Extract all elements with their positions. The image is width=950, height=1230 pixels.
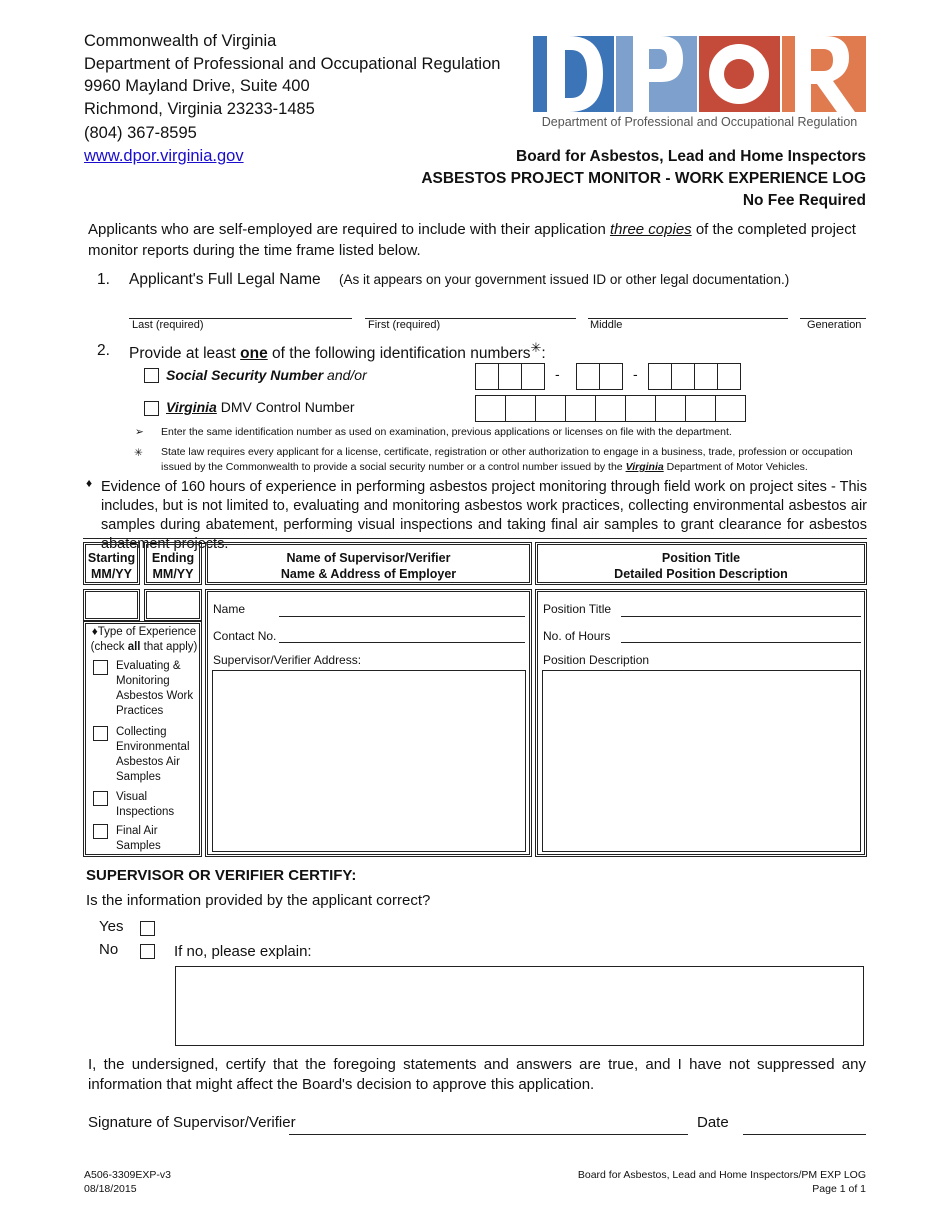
q1-label: Applicant's Full Legal Name [129,271,321,288]
position-description-textarea[interactable] [542,670,861,852]
position-title-label: Position Title [543,602,612,616]
ssn-dash-2: - [633,366,638,382]
type-heading [88,625,200,655]
first-name-label: First (required) [368,319,441,331]
q1-label-row [129,271,789,289]
col-ending-line2: MM/YY [152,567,194,581]
col-position-header [535,542,867,585]
certify-section-title: SUPERVISOR OR VERIFIER CERTIFY: [86,867,357,884]
intro-text-b: of the completed project monitor reports during the time frame listed below. [88,221,856,259]
supervisor-name-input[interactable] [279,616,525,617]
exp-final-air-checkbox[interactable] [93,824,108,839]
fee-notice: No Fee Required [742,192,866,209]
intro-text-a: Applicants who are self-employed are required to include with their application [88,221,610,238]
website-link[interactable]: www.dpor.virginia.gov [84,146,244,165]
form-title: ASBESTOS PROJECT MONITOR - WORK EXPERIENCE LOG [421,170,866,187]
explain-label: If no, please explain: [174,943,312,960]
ssn-group-1[interactable] [475,363,545,390]
footer-left [84,1168,171,1196]
col-supervisor-header [205,542,532,585]
address-line-4: Richmond, Virginia 23233-1485 [84,99,315,118]
dmv-label-bold: Virginia [166,399,217,415]
no-label: No [99,941,119,958]
col-position-line2: Detailed Position Description [614,567,788,581]
note2-text-a: State law requires every applicant for a license, certificate, registration or other authorization to engage in a business, trade, profession or occupation issued by the Commonwealth to provide a social security number or a control number issued by the [161,446,853,473]
page-number: Page 1 of 1 [812,1183,866,1195]
ssn-dash-1: - [555,366,560,382]
yes-checkbox[interactable] [140,921,155,936]
address-line-5: (804) 367-8595 [84,124,197,142]
table-top-rule [83,538,867,539]
signature-label: Signature of Supervisor/Verifier [88,1114,296,1131]
supervisor-name-label: Name [213,602,246,616]
col-position-line1: Position Title [661,551,741,565]
generation-label: Generation [807,319,862,331]
note1-text: Enter the same identification number as used on examination, previous applications or licenses on file with the department. [161,426,732,438]
ssn-label-row [166,367,367,383]
ssn-checkbox[interactable] [144,368,159,383]
q1-number: 1. [97,271,110,288]
form-date: 08/18/2015 [84,1183,137,1195]
intro-emphasis: three copies [609,221,692,238]
exp-evaluating-label: Evaluating & Monitoring Asbestos Work Practices [116,660,194,717]
col-supervisor-line2: Name & Address of Employer [280,567,457,581]
type-diamond-icon: ♦ [91,626,98,638]
yes-label: Yes [99,918,124,935]
position-title-input[interactable] [621,616,861,617]
type-sub-bold: all [127,641,141,653]
note2-asterisk-icon: ✳ [134,447,143,459]
explain-textarea[interactable] [175,966,864,1046]
q2-number: 2. [97,342,110,359]
col-starting-line2: MM/YY [91,567,132,581]
contact-label: Contact No. [213,629,277,643]
board-name: Board for Asbestos, Lead and Home Inspectors [516,148,866,165]
signature-line[interactable] [289,1134,688,1135]
footer-right [578,1168,866,1196]
exp-collecting-label: Collecting Environmental Asbestos Air Samples [116,726,190,783]
col-starting-line1: Starting [87,551,136,565]
hours-label: No. of Hours [543,629,611,643]
position-panel [535,589,867,857]
middle-name-label: Middle [590,319,623,331]
ssn-label: Social Security Number [166,367,324,383]
last-name-label: Last (required) [132,319,204,331]
supervisor-address-textarea[interactable] [212,670,526,852]
q2-label-bold: one [240,345,268,363]
q2-colon: : [541,345,546,363]
col-starting-header [83,542,140,585]
type-sub-a: (check [90,641,128,653]
contact-input[interactable] [279,642,525,643]
type-heading-text: Type of Experience [97,626,197,638]
address-line-1: Commonwealth of Virginia [84,32,277,50]
q2-label-a: Provide at least [129,345,241,363]
ssn-suffix: and/or [323,367,367,383]
dmv-checkbox[interactable] [144,401,159,416]
certification-statement: I, the undersigned, certify that the foregoing statements and answers are true, and I have not suppressed any information that might affect the Board's decision to approve this application. [88,1056,866,1093]
date-line[interactable] [743,1134,866,1135]
ssn-group-2[interactable] [576,363,623,390]
board-reference: Board for Asbestos, Lead and Home Inspectors/PM EXP LOG [577,1169,866,1181]
exp-collecting-checkbox[interactable] [93,726,108,741]
certify-question: Is the information provided by the applicant correct? [86,892,431,909]
q2-label-b: of the following identification numbers [267,345,531,363]
intro-paragraph [88,219,868,261]
dpor-logo [533,36,866,132]
ending-date-input[interactable] [144,589,202,621]
form-id: A506-3309EXP-v3 [84,1169,171,1181]
date-label: Date [697,1114,729,1131]
dmv-number-field[interactable] [475,395,746,422]
diamond-icon: ♦ [86,476,93,490]
q1-note: (As it appears on your government issued ID or other legal documentation.) [338,272,790,287]
hours-input[interactable] [621,642,861,643]
dmv-label-row [166,399,355,415]
evidence-text: Evidence of 160 hours of experience in performing asbestos project monitoring through field work on project sites - This includes, but is not limited to, evaluating and monitoring asbestos work practices, collecting environmental asbestos air samples during abatement, performing visual inspections and taking final air samples to grant clearance for asbestos abatement projects. [101,479,867,552]
exp-visual-checkbox[interactable] [93,791,108,806]
col-supervisor-line1: Name of Supervisor/Verifier [286,551,451,565]
exp-evaluating-checkbox[interactable] [93,660,108,675]
note2-text [161,445,867,475]
exp-final-air-label: Final Air Samples [116,825,161,852]
note2-text-bold: Virginia [625,461,664,473]
no-checkbox[interactable] [140,944,155,959]
col-ending-header [144,542,202,585]
q2-label [129,340,546,363]
type-of-experience-panel [83,621,202,857]
position-description-label: Position Description [543,653,650,667]
supervisor-address-label: Supervisor/Verifier Address: [213,653,362,667]
ssn-group-3[interactable] [648,363,741,390]
starting-date-input[interactable] [83,589,140,621]
note1-arrow-icon: ➢ [135,426,144,438]
supervisor-panel [205,589,532,857]
note2-text-c: Department of Motor Vehicles. [663,461,808,473]
dmv-label: DMV Control Number [216,399,355,415]
address-line-2: Department of Professional and Occupational Regulation [84,54,501,73]
form-title-block [421,146,866,212]
logo-caption: Department of Professional and Occupational Regulation [541,115,858,129]
exp-visual-label: Visual Inspections [116,791,175,818]
asterisk-icon: ✳ [530,340,542,355]
address-line-3: 9960 Mayland Drive, Suite 400 [84,77,310,95]
col-ending-line1: Ending [151,551,195,565]
type-sub-b: that apply) [140,641,198,653]
